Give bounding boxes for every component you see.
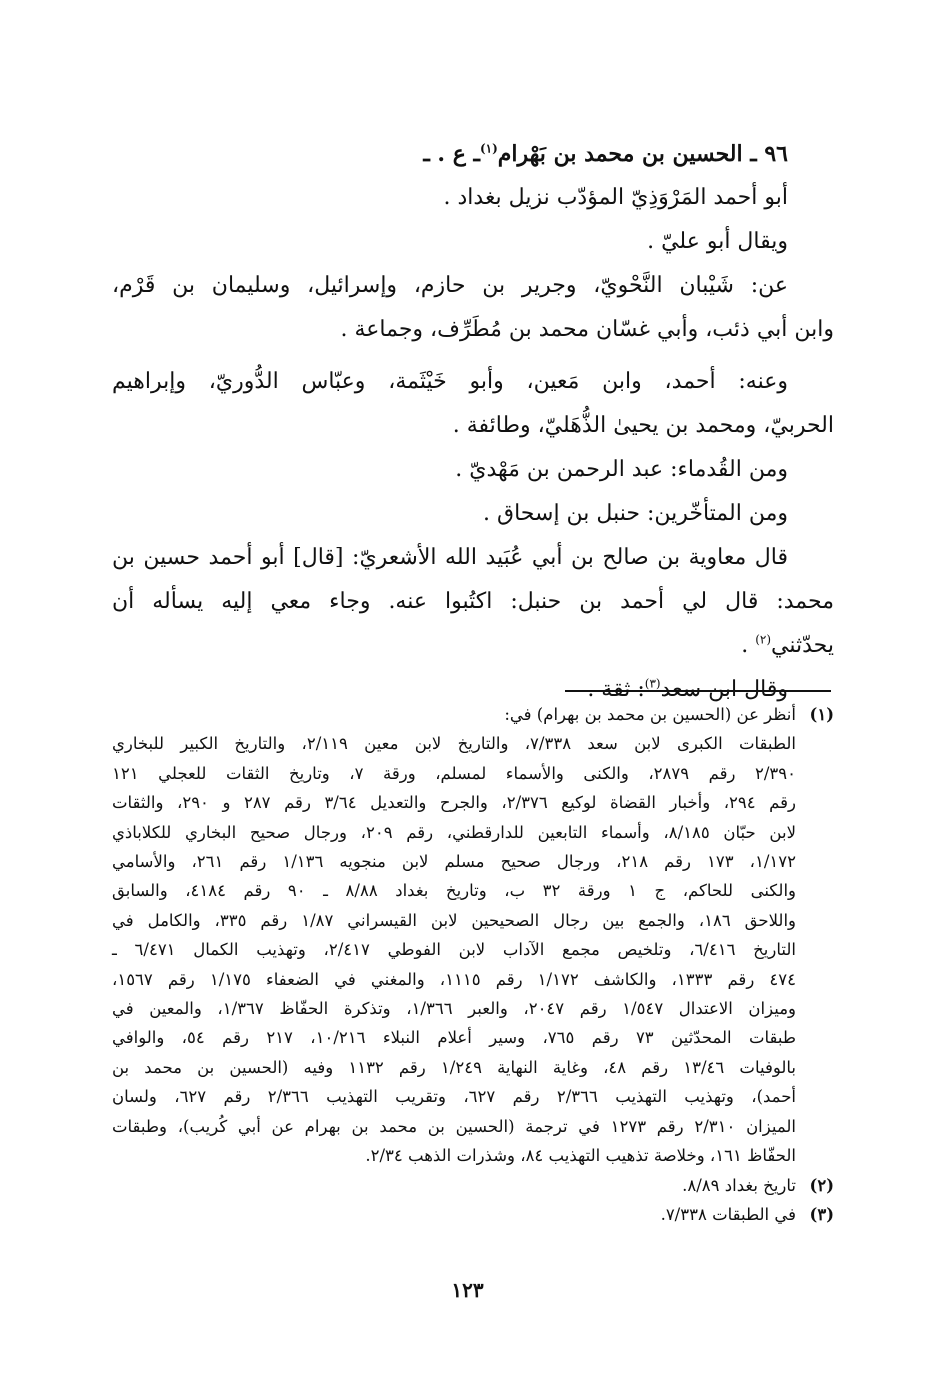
footnote-line: الطبقات الكبرى لابن سعد ٧/٣٣٨، والتاريخ لابن معين ٢/١١٩، والتاريخ الكبير للبخاري bbox=[112, 734, 796, 754]
footnote-ref-2[interactable]: (٢) bbox=[755, 632, 772, 647]
footnotes bbox=[112, 700, 834, 1229]
footnote-separator bbox=[565, 690, 831, 692]
footnote-line: طبقات المحدّثين ٧٣ رقم ٧٦٥، وسير أعلام النبلاء ١٠/٢١٦، ٢١٧ رقم ٥٤، والوافي bbox=[112, 1028, 797, 1048]
footnote-line: ٤٧٤ رقم ١٣٣٣، والكاشف ١/١٧٢ رقم ١١١٥، والمغني في الضعفاء ١/١٧٥ رقم ١٥٦٧، bbox=[112, 969, 796, 989]
footnote-text bbox=[112, 1200, 796, 1229]
footnote-line: وميزان الاعتدال ١/٥٤٧ رقم ٢٠٤٧، والعبر ١/٣٦٦، وتذكرة الحفّاظ ١/٣٦٧، والمعين في bbox=[112, 999, 796, 1019]
early-students-line: ومن القُدماء: عبد الرحمن بن مَهْديّ . bbox=[455, 457, 788, 482]
kunya-line: أبو أحمد المَرْوَذِيّ المؤدّب نزيل بغداد . bbox=[443, 185, 788, 210]
footnote-line: لابن حبّان ٨/١٨٥، وأسماء التابعين للدارقطني، رقم ٢٠٩، ورجال صحيح البخاري للكلاباذي bbox=[112, 822, 796, 842]
alt-kunya-line: ويقال أبو عليّ . bbox=[647, 229, 788, 254]
footnote-number: (٣) bbox=[809, 1204, 834, 1224]
footnote-1 bbox=[112, 700, 834, 1171]
footnote-line: والكنى للحاكم، ج ١ ورقة ٣٢ ب، وتاريخ بغداد ٨/٨٨ ـ ٩٠ رقم ٤١٨٤، والسابق bbox=[112, 881, 797, 901]
footnote-number: (١) bbox=[809, 705, 834, 724]
muawiya-line-3 bbox=[112, 624, 834, 668]
footnote-line: أنظر عن (الحسين بن محمد بن بهرام) في: bbox=[504, 705, 796, 724]
entry-heading-text: ٩٦ ـ الحسين بن محمد بن بَهْرام bbox=[497, 141, 788, 167]
footnote-line: الحفّاظ ١٦١، وخلاصة تذهيب التهذيب ٨٤، وشذرات الذهب ٢/٣٤. bbox=[365, 1146, 796, 1166]
footnote-line: ١/١٧٢، ١٧٣ رقم ٢١٨، ورجال صحيح مسلم لابن منجويه ١/١٣٦ رقم ٢٦١، والأسامي bbox=[112, 852, 797, 872]
main-text bbox=[112, 132, 834, 712]
ibn-saad-tail: : ثقة . bbox=[587, 677, 645, 702]
footnote-ref-3[interactable]: (٣) bbox=[644, 676, 661, 691]
footnote-text bbox=[112, 1171, 796, 1200]
muawiya-end-tail: . bbox=[741, 633, 756, 658]
muawiya-end-text: يحدّثني bbox=[771, 633, 834, 658]
footnote-text bbox=[112, 700, 796, 1171]
footnote-line: الميزان ٢/٣١٠ رقم ١٢٧٣ في ترجمة (الحسين بن محمد بن بهرام عن أبي كُريب)، وطبقات bbox=[112, 1116, 797, 1136]
footnote-line: في الطبقات ٧/٣٣٨. bbox=[660, 1204, 796, 1224]
footnote-ref-1[interactable]: (١) bbox=[479, 141, 498, 156]
ibn-saad-text: وقال ابن سعد bbox=[660, 677, 788, 702]
teachers-line-1: عن: شَيْبان النَّحْويّ، وجرير بن حازم، وإسرائيل، وسليمان بن قَرْم، bbox=[112, 273, 788, 298]
late-students-line: ومن المتأخّرين: حنبل بن إسحاق . bbox=[483, 501, 788, 526]
entry-heading-tail: ـ ع . ـ bbox=[423, 141, 480, 167]
muawiya-line-1: قال معاوية بن صالح بن أبي عُبَيد الله الأشعريّ: [قال] أبو أحمد حسين بن bbox=[112, 545, 788, 570]
footnote-3 bbox=[112, 1200, 834, 1229]
page-number: ١٢٣ bbox=[451, 1278, 484, 1302]
students-line-1: وعنه: أحمد، وابن مَعين، وأبو خَيْثَمة، وعبّاس الدُّوريّ، وإبراهيم bbox=[112, 369, 788, 394]
footnote-line: ٢/٣٩٠ رقم ٢٨٧٩، والكنى والأسماء لمسلم، ورقة ٧، وتاريخ الثقات للعجلي ١٢١ bbox=[112, 763, 797, 783]
footnote-line: أحمد)، وتهذيب التهذيب ٢/٣٦٦ رقم ٦٢٧، وتقريب التهذيب ٢/٣٦٦ رقم ٦٢٧، ولسان bbox=[112, 1087, 797, 1107]
footnote-line: واللاحق ١٨٦، والجمع بين رجال الصحيحين لابن القيسراني ١/٨٧ رقم ٣٣٥، والكامل في bbox=[112, 910, 797, 930]
footnote-2 bbox=[112, 1171, 834, 1200]
muawiya-line-2: محمد: قال لي أحمد بن حنبل: اكتُبوا عنه. وجاء معي إليه يسأله أن bbox=[112, 589, 834, 614]
teachers-line-2: وابن أبي ذئب، وأبي غسّان محمد بن مُطَرِّف، وجماعة . bbox=[340, 317, 834, 342]
footnote-line: بالوفيات ١٣/٤٦ رقم ٤٨، وغاية النهاية ١/٢٤٩ رقم ١١٣٢ وفيه (الحسين بن محمد بن bbox=[112, 1057, 797, 1077]
footnote-number: (٢) bbox=[809, 1175, 834, 1195]
entry-heading bbox=[112, 132, 834, 176]
footnote-line: رقم ٢٩٤، وأخبار القضاة لوكيع ٢/٣٧٦، والجرح والتعديل ٣/٦٤ رقم ٢٨٧ و ٢٩٠، والثقات bbox=[112, 793, 796, 813]
footnote-line: تاريخ بغداد ٨/٨٩. bbox=[682, 1175, 796, 1195]
students-line-2: الحربيّ، ومحمد بن يحيىٰ الذُّهَليّ، وطائفة . bbox=[452, 413, 834, 438]
footnote-line: التاريخ ٦/٤١٦، وتلخيص مجمع الآداب لابن الفوطي ٢/٤١٧، وتهذيب الكمال ٦/٤٧١ ـ bbox=[112, 940, 796, 960]
